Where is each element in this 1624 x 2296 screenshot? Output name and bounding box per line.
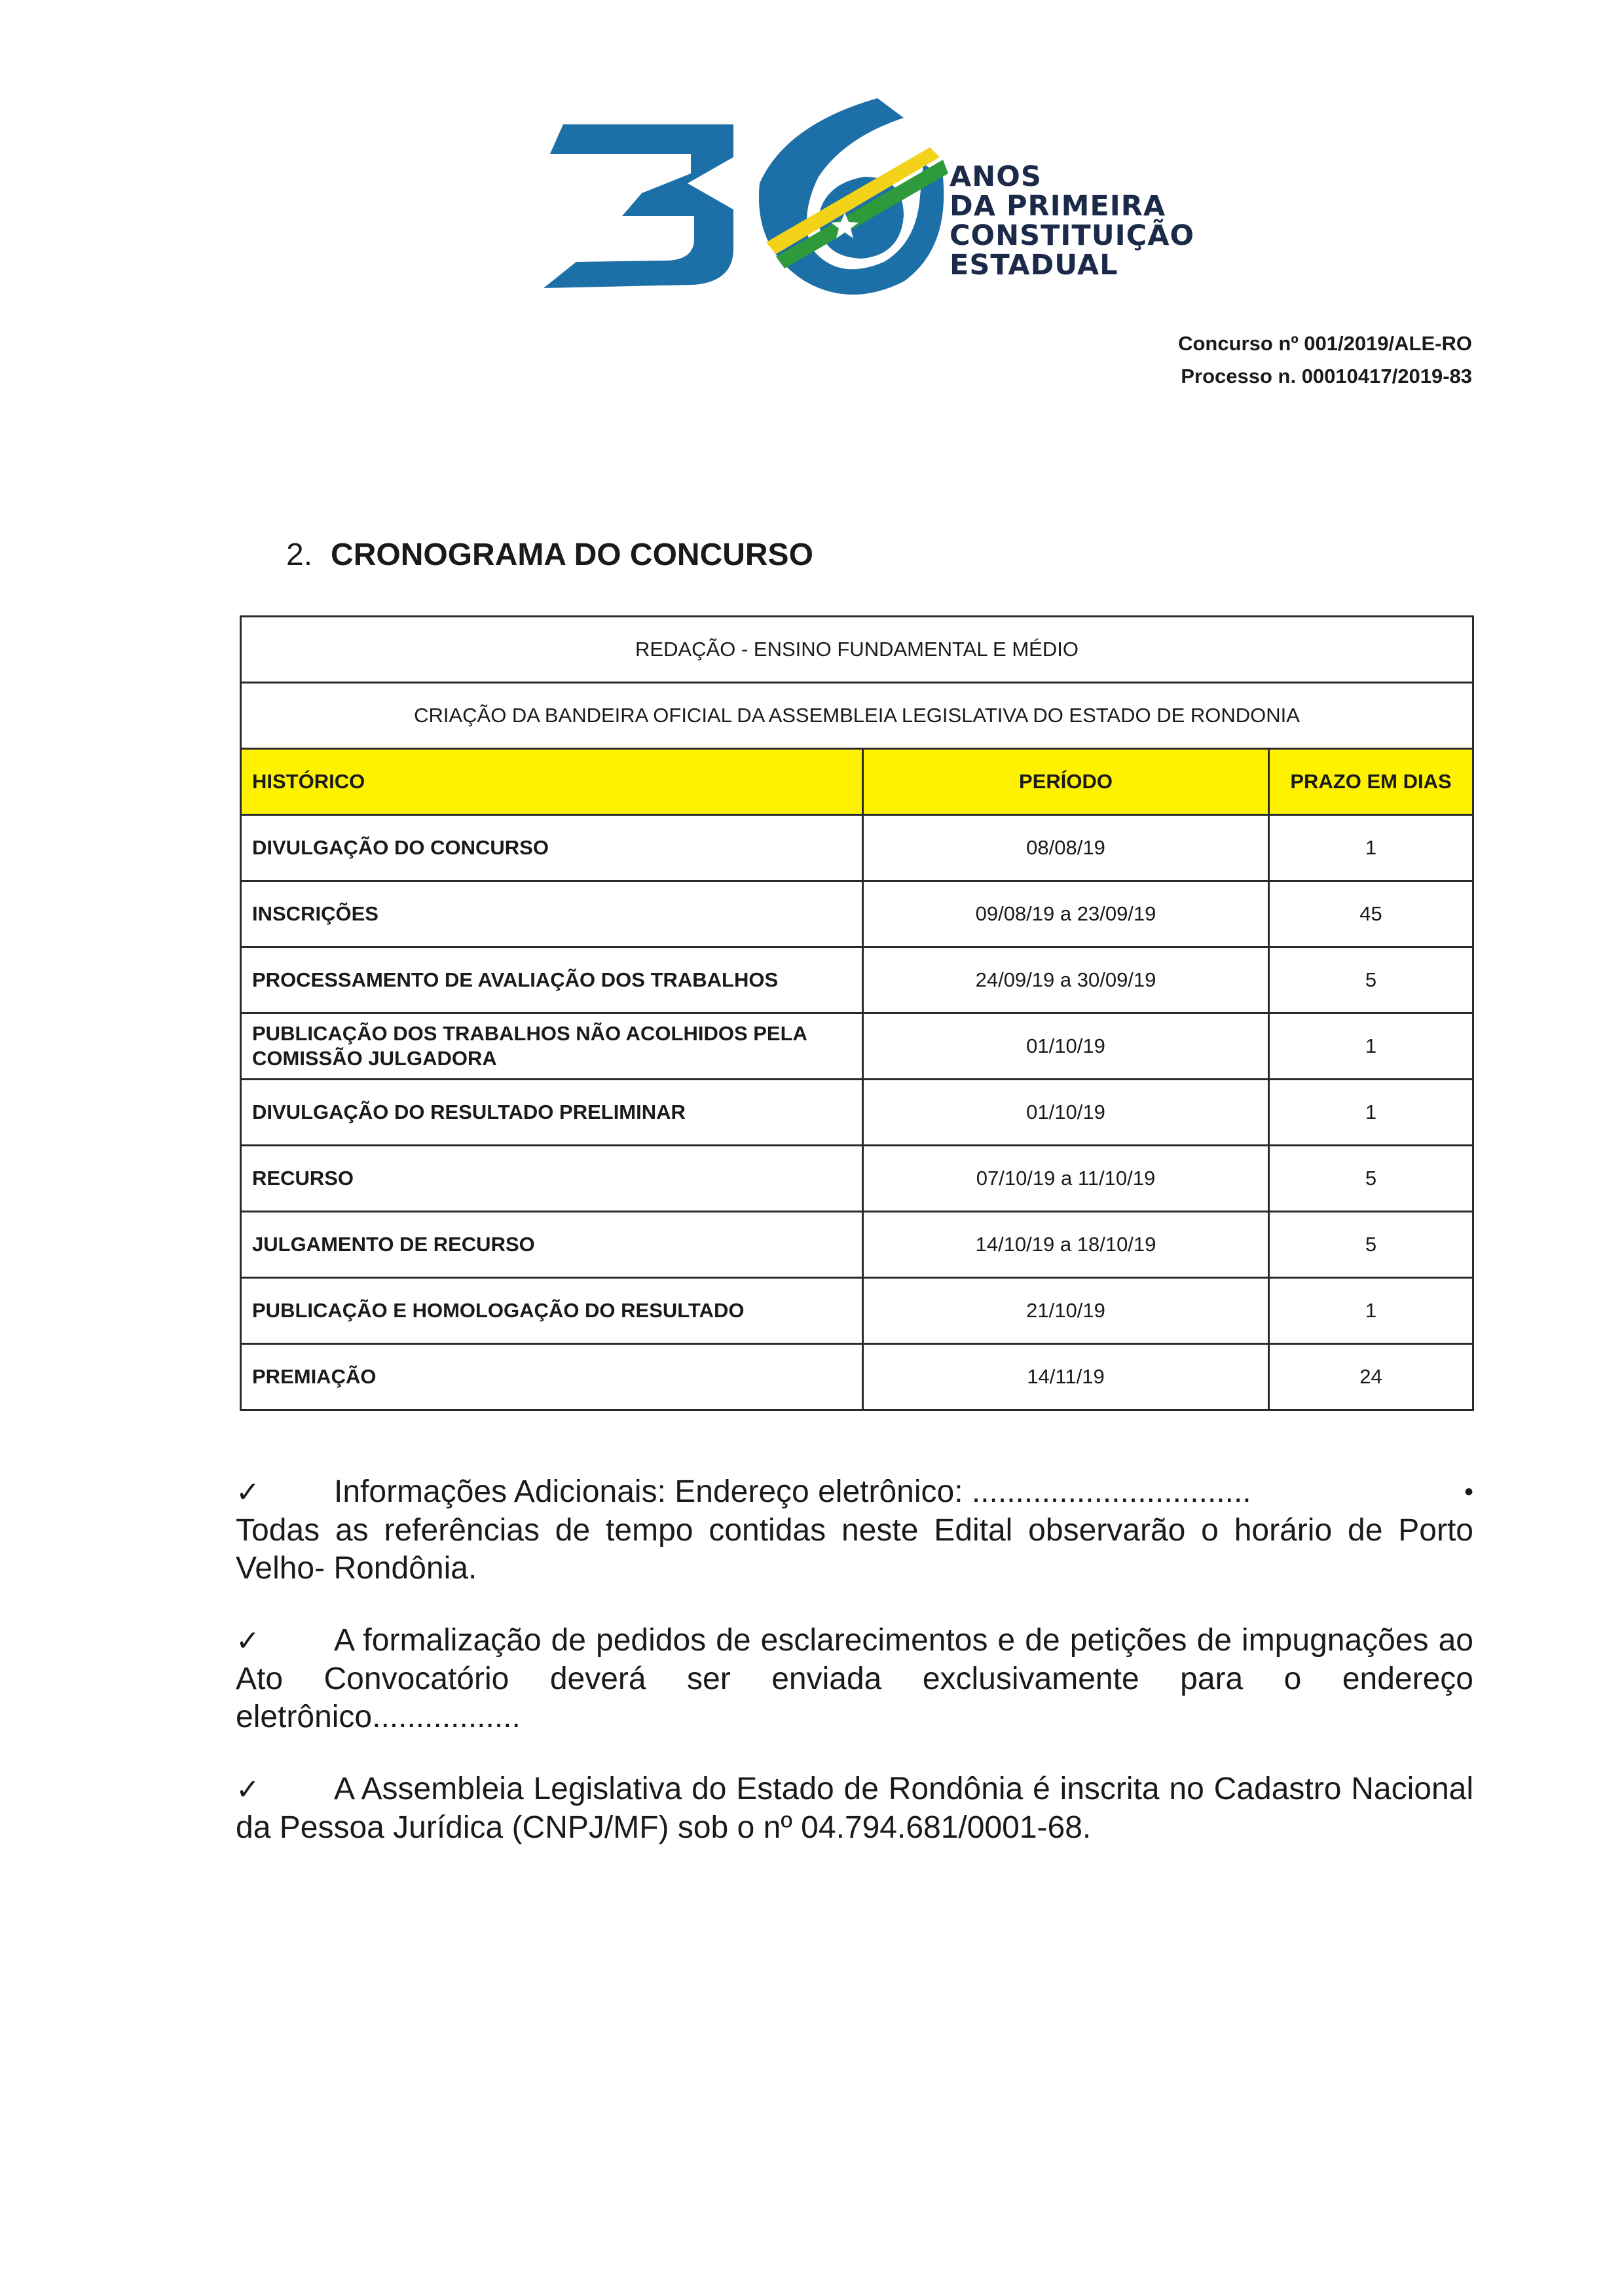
cell-periodo: 14/10/19 a 18/10/19 — [863, 1212, 1269, 1278]
cell-prazo: 1 — [1269, 1013, 1473, 1080]
table-row — [241, 815, 1473, 881]
cell-historico: PREMIAÇÃO — [241, 1344, 863, 1410]
schedule-table — [240, 615, 1474, 1411]
cell-periodo: 08/08/19 — [863, 815, 1269, 881]
logo-line: ANOS — [950, 160, 1042, 193]
cell-historico: PUBLICAÇÃO DOS TRABALHOS NÃO ACOLHIDOS PELA COMISSÃO JULGADORA — [241, 1013, 863, 1080]
cell-prazo: 5 — [1269, 947, 1473, 1013]
cell-prazo: 1 — [1269, 1278, 1473, 1344]
cell-historico: JULGAMENTO DE RECURSO — [241, 1212, 863, 1278]
anniversary-logo — [537, 85, 1195, 308]
table-banner: REDAÇÃO - ENSINO FUNDAMENTAL E MÉDIO — [241, 617, 1473, 683]
cell-prazo: 5 — [1269, 1146, 1473, 1212]
table-banner-row — [241, 617, 1473, 683]
cell-periodo: 24/09/19 a 30/09/19 — [863, 947, 1269, 1013]
cell-historico: RECURSO — [241, 1146, 863, 1212]
cell-prazo: 45 — [1269, 881, 1473, 947]
note-text: Informações Adicionais: Endereço eletrônico: ................................ — [334, 1474, 1251, 1509]
column-header-historico: HISTÓRICO — [241, 749, 863, 815]
logo-line: CONSTITUIÇÃO — [950, 219, 1195, 252]
note-text: A formalização de pedidos de esclarecimentos e de petições de impugnações ao Ato Convocatório deverá ser enviada exclusivamente para o endereço eletrônico................. — [236, 1623, 1473, 1734]
logo-line: ESTADUAL — [950, 249, 1118, 282]
logo-digit-three — [544, 124, 733, 288]
table-row — [241, 1278, 1473, 1344]
cell-periodo: 09/08/19 a 23/09/19 — [863, 881, 1269, 947]
table-row — [241, 1146, 1473, 1212]
table-row — [241, 881, 1473, 947]
note-text-continued: Todas as referências de tempo contidas neste Edital observarão o horário de Porto Velho- Rondônia. — [236, 1513, 1473, 1586]
cell-prazo: 24 — [1269, 1344, 1473, 1410]
cell-periodo: 21/10/19 — [863, 1278, 1269, 1344]
cell-prazo: 1 — [1269, 815, 1473, 881]
table-row — [241, 1212, 1473, 1278]
cell-historico: INSCRIÇÕES — [241, 881, 863, 947]
logo-30-graphic — [537, 85, 956, 308]
check-icon: ✓ — [236, 1624, 260, 1658]
column-header-prazo: PRAZO EM DIAS — [1269, 749, 1473, 815]
table-row — [241, 947, 1473, 1013]
concurso-number: Concurso nº 001/2019/ALE-RO — [1178, 332, 1472, 355]
document-references — [1178, 327, 1472, 393]
cell-periodo: 07/10/19 a 11/10/19 — [863, 1146, 1269, 1212]
cell-historico: PUBLICAÇÃO E HOMOLOGAÇÃO DO RESULTADO — [241, 1278, 863, 1344]
logo-caption — [950, 162, 1194, 280]
section-title-text: CRONOGRAMA DO CONCURSO — [331, 538, 813, 572]
column-header-periodo: PERÍODO — [863, 749, 1269, 815]
table-row — [241, 1344, 1473, 1410]
table-banner-row — [241, 683, 1473, 749]
table-row — [241, 1013, 1473, 1080]
additional-notes — [236, 1473, 1473, 1881]
cell-periodo: 01/10/19 — [863, 1080, 1269, 1146]
table-banner: CRIAÇÃO DA BANDEIRA OFICIAL DA ASSEMBLEIA LEGISLATIVA DO ESTADO DE RONDONIA — [241, 683, 1473, 749]
section-number: 2. — [286, 538, 313, 572]
cell-prazo: 5 — [1269, 1212, 1473, 1278]
check-icon: ✓ — [236, 1476, 260, 1509]
cell-prazo: 1 — [1269, 1080, 1473, 1146]
cell-periodo: 14/11/19 — [863, 1344, 1269, 1410]
logo-line: DA PRIMEIRA — [950, 190, 1166, 223]
table-row — [241, 1080, 1473, 1146]
note-clarifications — [236, 1622, 1473, 1736]
note-cnpj — [236, 1770, 1473, 1847]
table-header-row — [241, 749, 1473, 815]
check-icon: ✓ — [236, 1773, 260, 1806]
section-title — [286, 537, 813, 573]
bullet-dot-icon: • — [1464, 1478, 1473, 1506]
note-additional-info — [236, 1473, 1473, 1588]
cell-historico: DIVULGAÇÃO DO CONCURSO — [241, 815, 863, 881]
cell-historico: DIVULGAÇÃO DO RESULTADO PRELIMINAR — [241, 1080, 863, 1146]
processo-number: Processo n. 00010417/2019-83 — [1181, 365, 1472, 388]
cell-historico: PROCESSAMENTO DE AVALIAÇÃO DOS TRABALHOS — [241, 947, 863, 1013]
note-text: A Assembleia Legislativa do Estado de Rondônia é inscrita no Cadastro Nacional da Pessoa Jurídica (CNPJ/MF) sob o nº 04.794.681/0001-68. — [236, 1772, 1473, 1845]
cell-periodo: 01/10/19 — [863, 1013, 1269, 1080]
